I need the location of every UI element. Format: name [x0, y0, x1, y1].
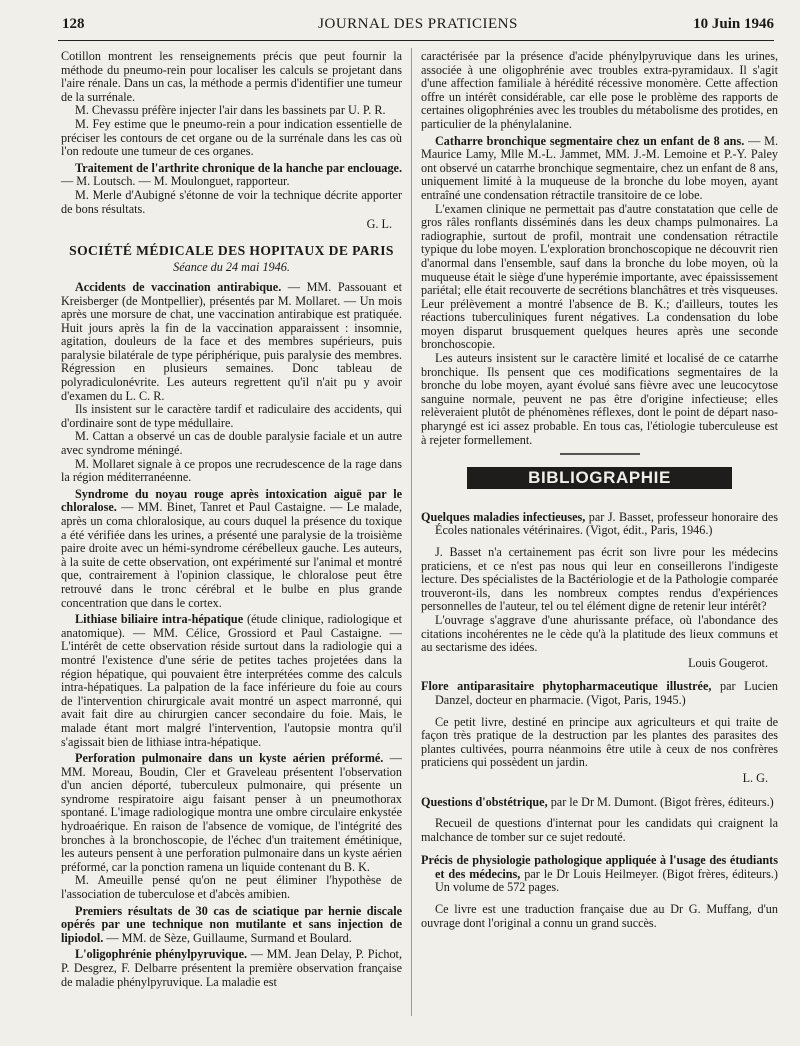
journal-title: JOURNAL DES PRATICIENS: [318, 16, 518, 32]
bibliography-entry: [421, 854, 778, 930]
paragraph: caractérisée par la présence d'acide phénylpyruvique dans les urines, associée à une oligophrénie avec troubles extra-pyramidaux. Il s'agit d'une affection familiale à hérédité récessive monomère. Cette affection offre un intérêt considérable, car elle pose le problème des rapports de certaines oligophrénies avec les troubles du métabolisme des protides, en particulier de la phénylalanine.: [421, 49, 778, 131]
review-paragraph: L'ouvrage s'aggrave d'une ahurissante préface, où l'abondance des citations incohérentes ne le cède qu'à la platitude des lieux communs et au sectarisme des idées.: [421, 612, 778, 655]
article-title: Perforation pulmonaire dans un kyste aérien préformé.: [75, 751, 384, 766]
paragraph: M. Ameuille pensé qu'on ne peut éliminer l'hypothèse de l'association de tuberculose et d'abcès amibien.: [61, 873, 402, 902]
article-authors: — M. Loutsch. — M. Moulonguet, rapporteur.: [61, 174, 290, 189]
book-title: Flore antiparasitaire phytopharmaceutique illustrée,: [421, 679, 712, 694]
bibliography-entry: [421, 680, 778, 785]
article-title: Syndrome du noyau rouge après intoxication aiguë par le chloralose.: [61, 486, 402, 515]
article-body: — MM. Jean Delay, P. Pichot, P. Desgrez, F. Delbarre présentent la première observation française de maladie phénylpyruvique. La maladie est: [61, 947, 402, 989]
article-body: — MM. Passouant et Kreisberger (de Montpellier), présentés par M. Mollaret. — Un mois après une morsure de chat, une vaccination antirabique est pratiquée. Huit jours après la fin de la vaccination apparaissent : insomnie, agitation, douleurs de la face et des membres supérieurs, puis paralysie bilatérale de type périphérique, puis paralysie des membres. Régression en plusieurs semaines. Donc tableau de polyradiculonévrite. Les auteurs regrettent qu'il n'ait pu y avoir d'examen du L. C. R.: [61, 279, 403, 403]
article-body: — MM. Binet, Tanret et Paul Castaigne. — Le malade, après un coma chloralosique, au cours duquel la présence du toxique a été vérifiée dans les urines, a présenté une paralysie de la troisième paire droite avec un hémi-syndrome cérébelleux gauche. Les auteurs, à la suite de cette observation, ont expérimenté sur l'animal et montré que, contrairement à l'opinion classique, le chloralose peut être retrouvé dans le tronc cérébral et le bulbe en plus grande concentration que dans le cortex.: [61, 500, 402, 610]
book-title: Précis de physiologie pathologique appliquée à l'usage des étudiants et des médecins,: [421, 853, 778, 881]
article-body: — MM. Moreau, Boudin, Cler et Graveleau présentent l'observation d'un ancien déporté, tuberculeux pulmonaire, qui présente un syndrome respiratoire aigu faisant penser à un pneumothorax spontané. L'image radiologique montra une ombre circulaire enkystée hydroaérique. En raison de l'absence de vomique, de l'intégrité des bronches à la bronchoscopie, de l'échec d'un traitement émétinique, les auteurs pensent à une perforation pulmonaire dans un kyste aérien préformé, car la ponction ramena un liquide contenant du B. K.: [61, 751, 402, 874]
article: [61, 613, 402, 749]
bibliography-entry: [421, 511, 778, 671]
right-column: [421, 50, 778, 930]
book-reference: par Lucien Danzel, docteur en pharmacie. (Vigot, Paris, 1945.): [435, 679, 778, 707]
paragraph: M. Fey estime que le pneumo-rein a pour indication essentielle de préciser les contours de cet organe ou de la surrénale dans les cas où l'on redoute une tumeur de ces organes.: [61, 116, 402, 159]
paragraph: Cotillon montrent les renseignements précis que peut fournir la méthode du pneumo-rein pour localiser les calculs se projetant dans l'aire rénale. Dans un cas, la méthode a permis d'identifier une tumeur de la surrénale.: [61, 49, 402, 104]
signature: G. L.: [366, 217, 392, 232]
article-catarrhe: [421, 135, 778, 448]
article-title: Lithiase biliaire intra-hépatique: [75, 612, 244, 627]
article: [61, 281, 402, 485]
article: [61, 488, 402, 610]
review-paragraph: Ce petit livre, destiné en principe aux agriculteurs et qui traite de façon très pratique de la destruction par les plantes des parasites des plantes cultivées, pourra néanmoins être utile à ceux de nos confrères praticiens qui possèdent un jardin.: [421, 714, 778, 770]
book-reference: par le Dr M. Dumont. (Bigot frères, éditeurs.): [547, 794, 774, 809]
review-paragraph: J. Basset n'a certainement pas écrit son livre pour les médecins praticiens, et ce n'est pas nous qui leur en conseillerons l'indigeste lecture. Des spécialistes de la Bactériologie et de la Pathologie comparée trouveront-ils, dans les nombreux comptes rendus d'expériences personnelles de l'auteur, tel ou tel élément digne de retenir leur intérêt?: [421, 545, 778, 614]
review-paragraph: Recueil de questions d'internat pour les candidats qui craignent la malchance de tomber sur ce sujet redouté.: [421, 816, 778, 844]
article-title: Catharre bronchique segmentaire chez un enfant de 8 ans.: [435, 133, 745, 148]
book-title: Questions d'obstétrique,: [421, 794, 548, 809]
article-body: — MM. de Sèze, Guillaume, Surmand et Boulard.: [103, 930, 352, 945]
bibliography-heading: BIBLIOGRAPHIE: [467, 467, 732, 489]
paragraph: Ils insistent sur le caractère tardif et radiculaire des accidents, qui d'ordinaire sont de type médullaire.: [61, 402, 402, 430]
page-number: 128: [62, 16, 85, 32]
article-title: Premiers résultats de 30 cas de sciatique par hernie discale opérés par une technique non mutilante et sans injection de lipiodol.: [61, 903, 402, 945]
article-arthrite: [61, 162, 402, 232]
column-divider: [411, 48, 412, 1016]
reviewer-signature: Louis Gougerot.: [688, 655, 768, 670]
header-rule: [58, 40, 774, 41]
article-title: Traitement de l'arthrite chronique de la hanche par enclouage.: [75, 160, 402, 175]
paragraph: M. Merle d'Aubigné s'étonne de voir la technique décrite apporter de bons résultats.: [61, 187, 402, 216]
issue-date: 10 Juin 1946: [693, 16, 774, 32]
article-body: (étude clinique, radiologique et anatomique). — MM. Célice, Grossiord et Paul Castaigne. — L'intérêt de cette observation réside surtout dans la radiologie qui a montré l'existence d'une série de petites taches projetées dans la région hépatique, qui pouvaient être interprétées comme des calculs intra-hépatiques. La palpation de la face inférieure du foie au cours de l'intervention chirurgicale avait montré un aspect marronné, qui avait fait dire au chirurgien cancer secondaire du foie. Mais, le malade étant mort malgré l'intervention, l'autopsie montra qu'il s'agissait bien de lithiase intra-hépatique.: [61, 612, 402, 749]
article: [61, 752, 402, 902]
paragraph: M. Mollaret signale à ce propos une recrudescence de la rage dans la région méditerranéenne.: [61, 456, 402, 485]
bibliography-entry: [421, 796, 778, 845]
article-body: — M. Maurice Lamy, Mlle M.-L. Jammet, MM. J.-M. Lemoine et P.-Y. Paley ont observé un catarrhe bronchique segmentaire, chez un enfant de 8 ans, uniquement limité à la muqueuse de la bronche du lobe moyen, ayant entraîné une condensation rétractile transitoire de ce lobe.: [421, 133, 779, 202]
article-title: Accidents de vaccination antirabique.: [75, 279, 282, 294]
reviewer-signature: L. G.: [742, 770, 768, 785]
society-title: SOCIÉTÉ MÉDICALE DES HOPITAUX DE PARIS: [69, 242, 394, 258]
review-paragraph: Ce livre est une traduction française due au Dr G. Muffang, d'un ouvrage dont l'original a connu un grand succès.: [421, 902, 778, 930]
page-header: [62, 16, 774, 40]
left-column: [61, 50, 402, 989]
paragraph: M. Cattan a observé un cas de double paralysie faciale et un autre avec syndrome méningé.: [61, 429, 402, 458]
paragraph: Les auteurs insistent sur le caractère limité et localisé de ce catarrhe bronchique. Ils pensent que ces modifications segmentaires de la bronche du lobe moyen, ayant évolué sans fièvre avec une leucocytose sanguine normale, peuvent ne pas être d'origine infectieuse; elles relèveraient plutôt de phénomènes réflexes, dont le point de départ naso-pharyngé est ici assez probable. En tous cas, l'étiologie tuberculeuse est à rejeter formellement.: [421, 351, 778, 447]
section-separator: [560, 453, 640, 455]
book-title: Quelques maladies infectieuses,: [421, 509, 586, 524]
article: [61, 948, 402, 989]
book-reference: par J. Basset, professeur honoraire des Écoles nationales vétérinaires. (Vigot, édit., Paris, 1946.): [435, 509, 778, 538]
session-date: Séance du 24 mai 1946.: [173, 260, 290, 275]
book-reference: par le Dr Louis Heilmeyer. (Bigot frères, éditeurs.) Un volume de 572 pages.: [435, 866, 778, 895]
paragraph: M. Chevassu préfère injecter l'air dans les bassinets par U. P. R.: [75, 103, 386, 118]
article-title: L'oligophrénie phénylpyruvique.: [75, 947, 248, 962]
paragraph: L'examen clinique ne permettait pas d'autre constatation que celle de gros râles ronflants disséminés dans les deux champs pulmonaires. La radiographie, surtout de profil, montrait une condensation rétractile typique du lobe moyen. L'exploration bronchoscopique ne découvrit rien d'anormal dans l'ensemble, sauf dans la bronche du lobe moyen, où la muqueuse était le siège d'une hyperémie importante, avec épaississement pariétal; elle était recouverte de secrétions blanchâtres et très visqueuses. Leur prélèvement a montré l'absence de B. K.; d'ailleurs, toutes les réactions tuberculiniques furent négatives. La condensation du lobe moyen disparut brusquement quelques heures après une seconde bronchoscopie.: [421, 201, 778, 352]
article: [61, 905, 402, 946]
